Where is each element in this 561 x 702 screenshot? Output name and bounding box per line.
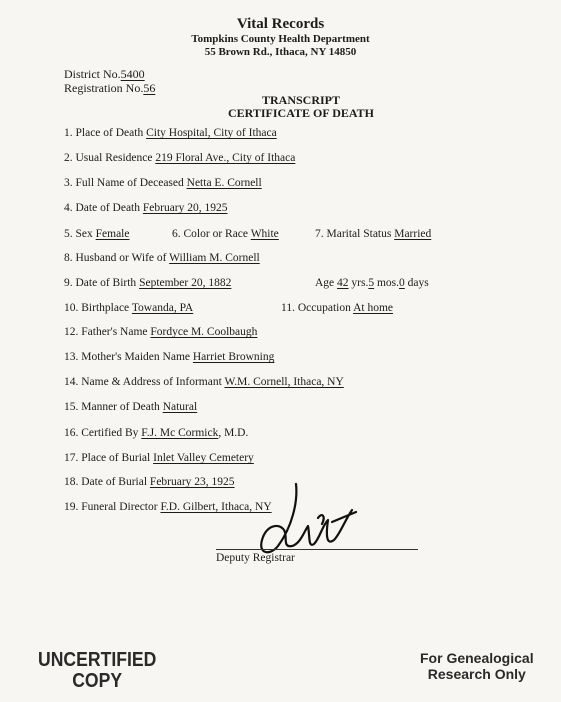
header-title: Vital Records [236, 16, 325, 32]
doc-title-certificate: CERTIFICATE OF DEATH [227, 106, 375, 120]
field-informant: 14. Name & Address of Informant W.M. Cornell, Ithaca, NY [64, 376, 344, 388]
field-full-name: 3. Full Name of Deceased Netta E. Cornell [64, 177, 262, 189]
header-department: Tompkins County Health Department [191, 33, 370, 45]
field-sex: 5. Sex Female [64, 228, 130, 240]
district-number: District No.5400 [64, 67, 145, 81]
field-mothers-maiden-name: 13. Mother's Maiden Name Harriet Browning [64, 351, 275, 363]
uncertified-copy-stamp [38, 650, 156, 692]
uncertified-stamp-line1: UNCERTIFIED [38, 649, 157, 671]
field-place-of-burial: 17. Place of Burial Inlet Valley Cemetery [64, 452, 254, 464]
field-age: Age 42 yrs.5 mos.0 days [315, 277, 429, 289]
genealogical-stamp-line1: For Genealogical [420, 650, 534, 666]
field-funeral-director: 19. Funeral Director F.D. Gilbert, Ithaca, NY [64, 501, 272, 513]
field-occupation: 11. Occupation At home [281, 302, 394, 314]
field-marital-status: 7. Marital Status Married [315, 228, 432, 240]
deputy-registrar-caption: Deputy Registrar [216, 552, 295, 564]
doc-title-transcript: TRANSCRIPT [261, 93, 340, 107]
field-date-of-birth: 9. Date of Birth September 20, 1882 [64, 277, 232, 289]
field-manner-of-death: 15. Manner of Death Natural [64, 401, 198, 413]
field-usual-residence: 2. Usual Residence 219 Floral Ave., City of Ithaca [64, 152, 296, 164]
field-date-of-death: 4. Date of Death February 20, 1925 [64, 202, 228, 214]
field-color-or-race: 6. Color or Race White [172, 228, 279, 240]
signature-line [216, 549, 418, 550]
field-date-of-burial: 18. Date of Burial February 23, 1925 [64, 476, 235, 488]
field-place-of-death: 1. Place of Death City Hospital, City of Ithaca [64, 127, 277, 139]
field-birthplace: 10. Birthplace Towanda, PA [64, 302, 194, 314]
field-certified-by: 16. Certified By F.J. Mc Cormick, M.D. [64, 427, 249, 439]
header-address: 55 Brown Rd., Ithaca, NY 14850 [204, 46, 357, 58]
registration-number: Registration No.56 [64, 81, 156, 95]
uncertified-stamp-line2: COPY [72, 670, 123, 692]
field-fathers-name: 12. Father's Name Fordyce M. Coolbaugh [64, 326, 258, 338]
field-husband-or-wife: 8. Husband or Wife of William M. Cornell [64, 252, 260, 264]
genealogical-stamp-line2: Research Only [427, 666, 526, 682]
genealogical-research-stamp [420, 650, 534, 682]
handwritten-signature [248, 482, 358, 558]
